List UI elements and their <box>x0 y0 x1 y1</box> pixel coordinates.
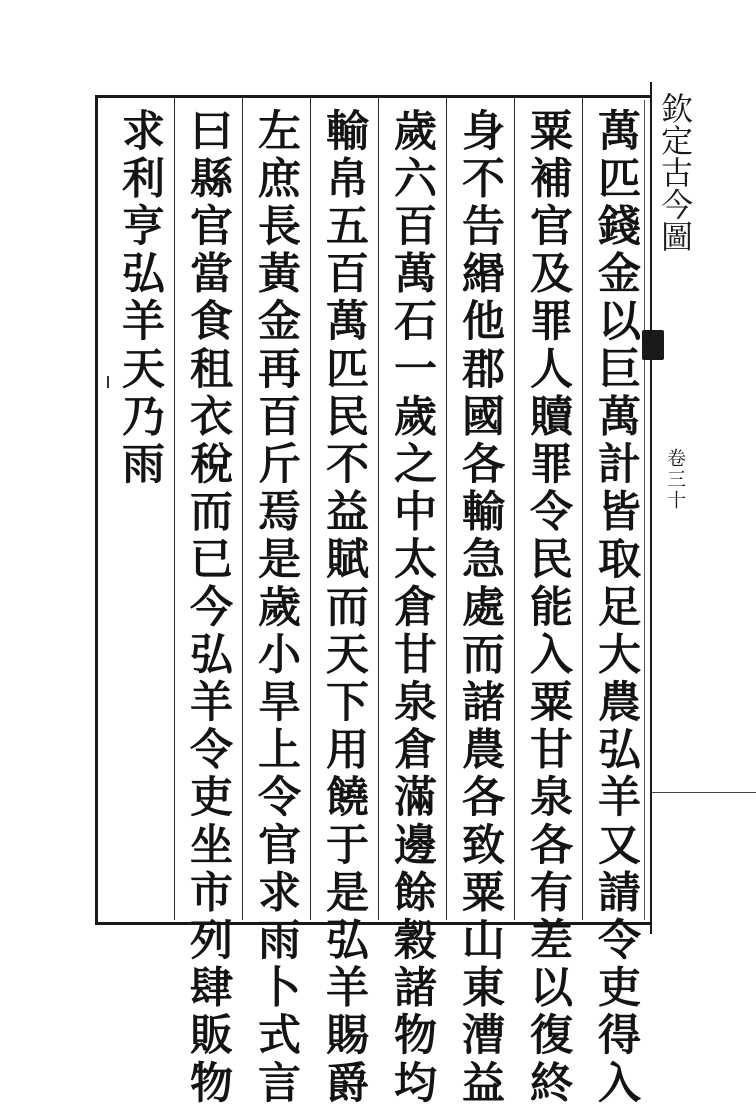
fish-tail-mark <box>642 330 664 360</box>
text-column-8: 求利亨弘羊天乃雨 <box>115 108 165 489</box>
fold-inner-line <box>644 100 645 920</box>
column-rule <box>310 98 311 920</box>
text-column-2: 粟補官及罪人贖罪令民能入粟甘泉各有差以復終 <box>523 108 573 1108</box>
margin-rule <box>652 792 756 793</box>
text-column-1: 萬匹錢金以巨萬計皆取足大農弘羊又請令吏得入 <box>591 108 641 1108</box>
column-rule <box>174 98 175 920</box>
book-title: 欽定古今圖 <box>656 92 694 252</box>
text-column-6: 左庶長黃金再百斤焉是歲小旱上令官求雨卜式言 <box>251 108 301 1108</box>
column-rule <box>514 98 515 920</box>
text-column-5: 輸帛五百萬匹民不益賦而天下用饒于是弘羊賜爵 <box>319 108 369 1108</box>
text-column-7: 曰縣官當食租衣稅而已今弘羊令吏坐市列肆販物 <box>183 108 233 1108</box>
column-rule <box>582 98 583 920</box>
text-column-4: 歲六百萬石一歲之中太倉甘泉倉滿邊餘穀諸物均 <box>387 108 437 1108</box>
volume-label: 卷三十 <box>664 448 686 511</box>
fold-line <box>650 82 652 934</box>
column-rule <box>446 98 447 920</box>
ink-speck <box>107 376 109 388</box>
text-column-3: 身不告緡他郡國各輸急處而諸農各致粟山東漕益 <box>455 108 505 1108</box>
column-rule <box>242 98 243 920</box>
column-rule <box>378 98 379 920</box>
